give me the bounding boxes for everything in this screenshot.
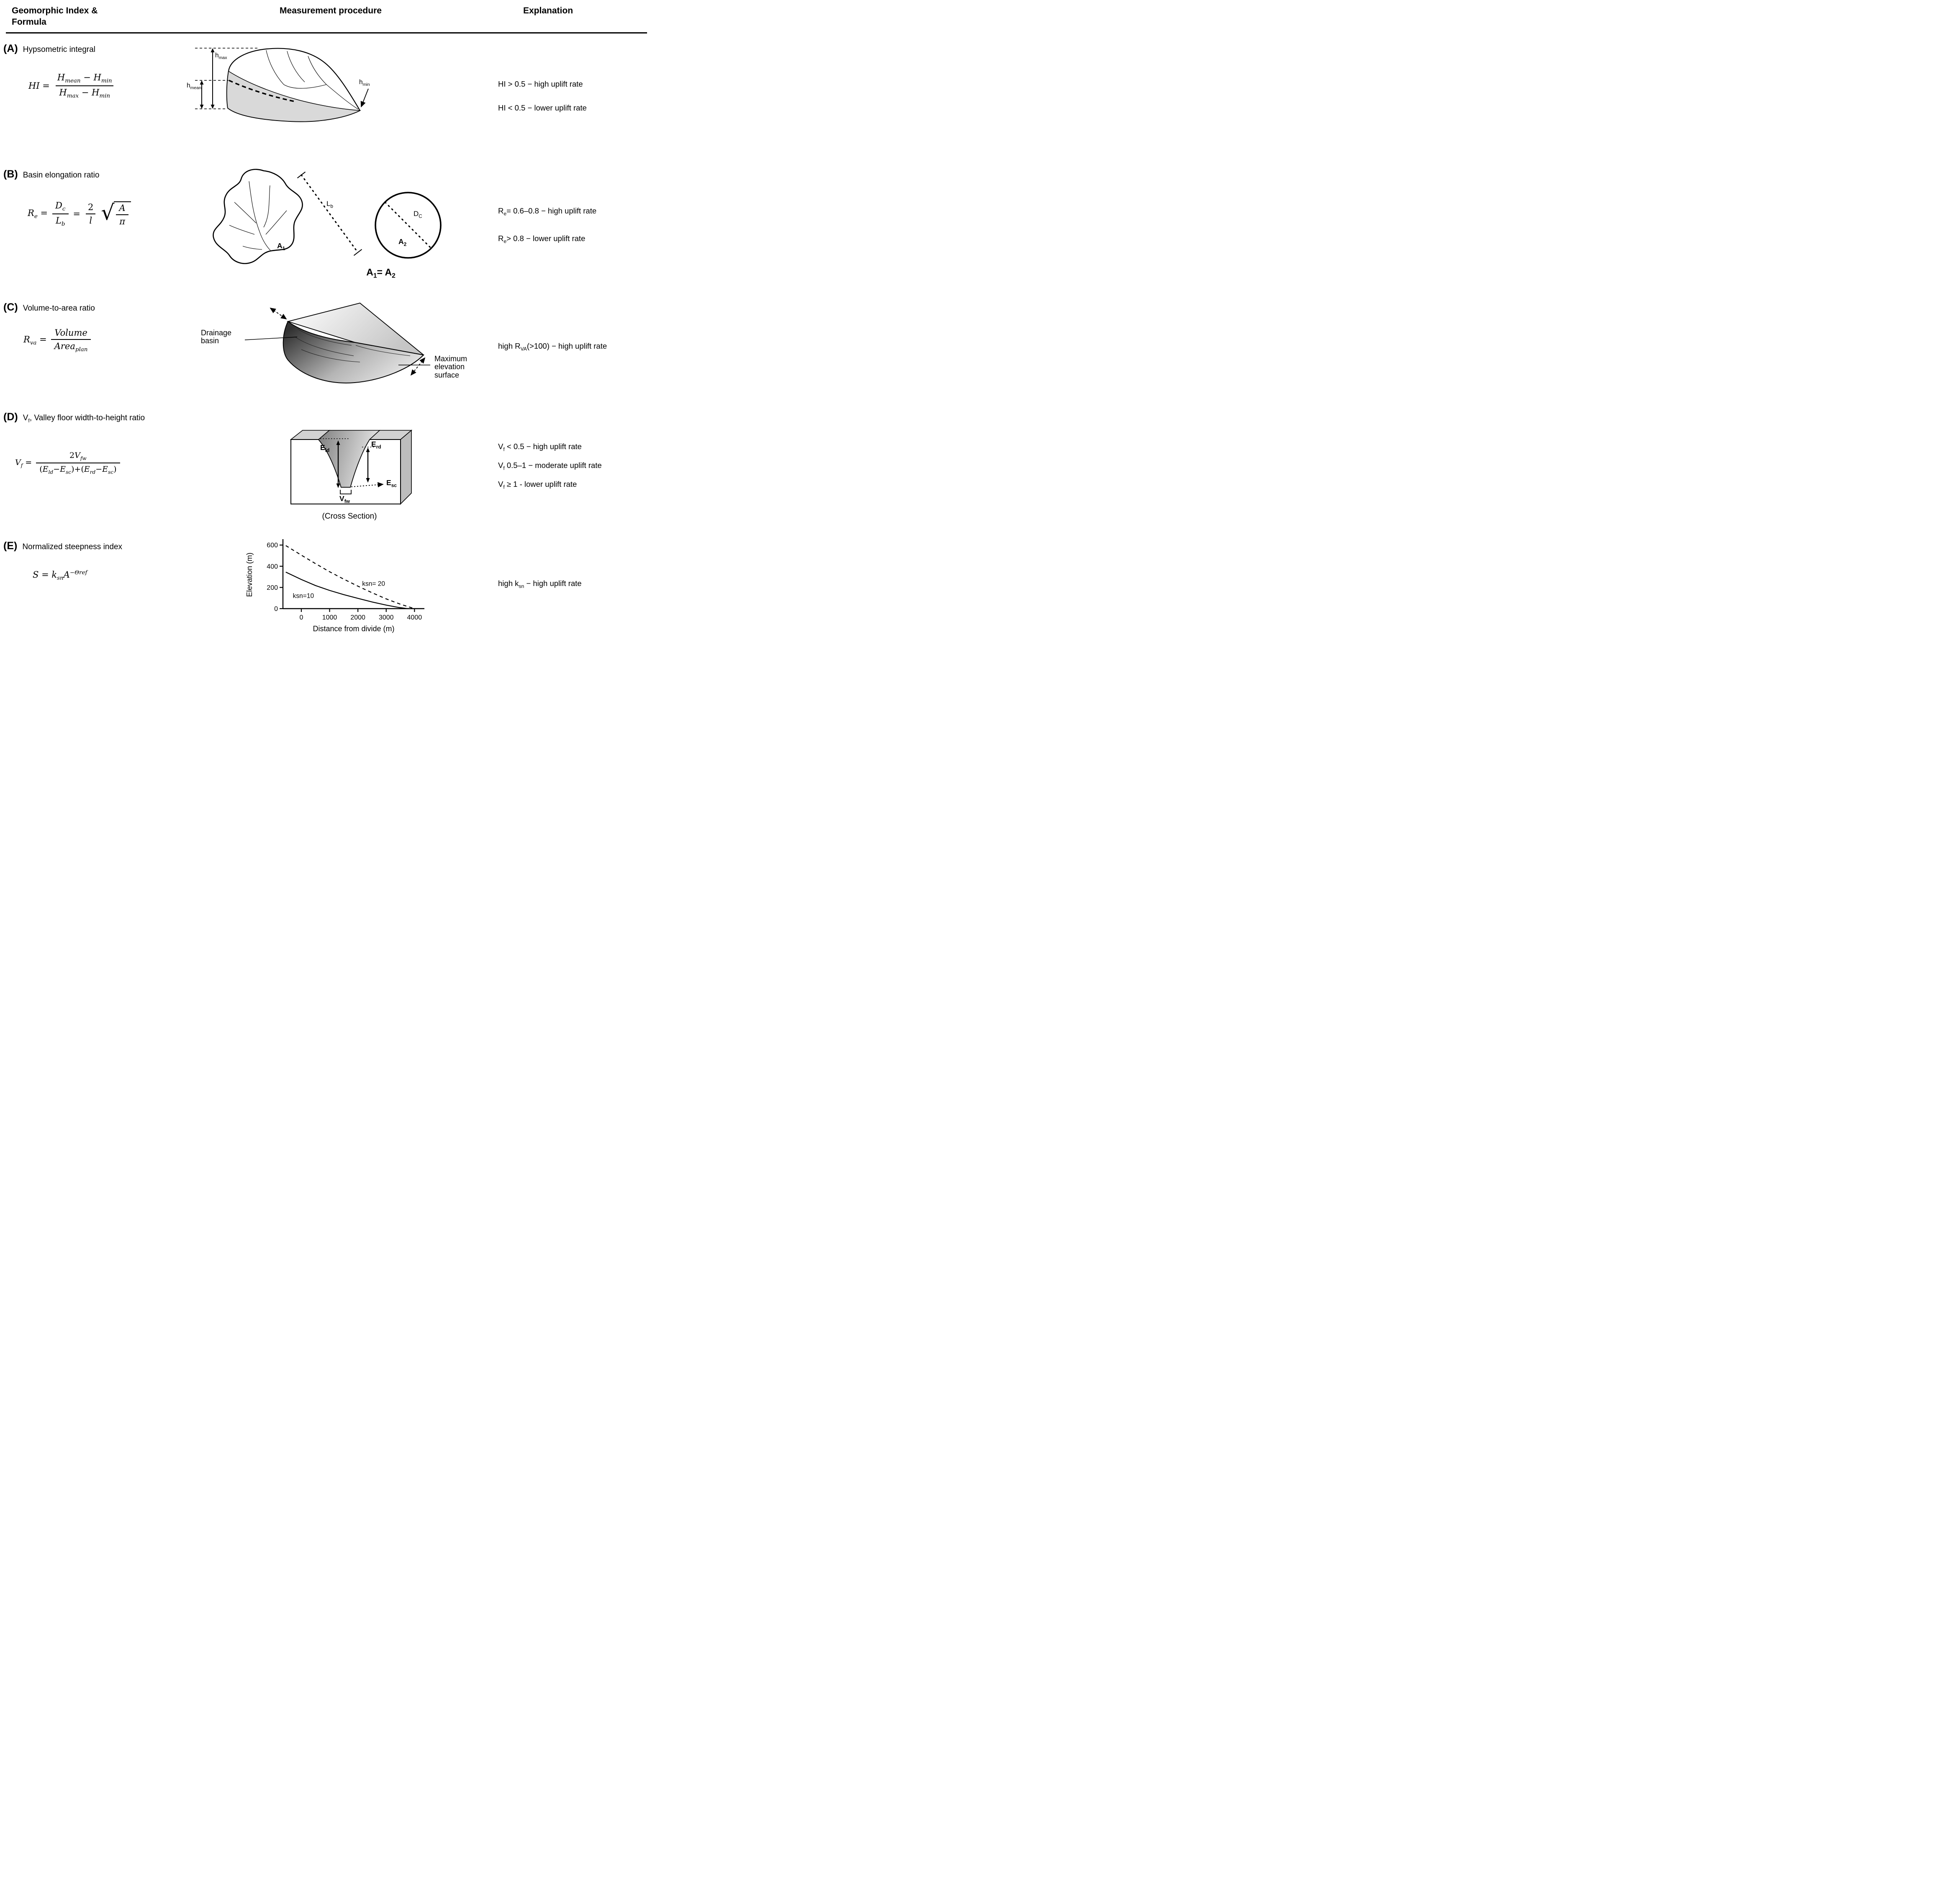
diagram-cell-c [163,292,498,402]
hypsometric-integral-formula: HI = $\frac{H_{mean} - H_{min}}{H_{max} - H_{min}}$ [28,72,163,99]
svg-text:0: 0 [299,614,303,621]
row-letter-e: (E) [3,540,18,552]
row-title-e: Normalized steepness index [22,542,123,551]
elongation-ratio-formula: $R_e$ = $\frac{D_c}{L_b}$ = $\frac{2}{l}$ √ $\frac{A}{\pi}$ [28,201,163,227]
diagram-cell-b [163,159,498,292]
steepness-chart [243,531,431,636]
valley-cross-section-diagram [262,402,437,509]
row-letter-a: (A) [3,42,18,54]
steepness-chart-svg [243,535,431,636]
volume-area-formula: $R_{va}$ = $\frac{\text{Volume}}{Area_{plan}}$ [23,328,163,353]
explanation-line: $V_f < 0.5$ − high uplift rate [498,442,582,452]
explanation-line: HI > 0.5 − high uplift rate [498,79,583,88]
vfw-label: $V_{fw}$ [339,494,350,504]
explanation-line: $V_f \ge 1$ - lower uplift rate [498,480,577,490]
diagram-cell-e [163,531,498,638]
index-formula-cell-c [0,292,163,402]
column-header-explanation: Explanation [523,6,573,15]
index-formula-cell-b [0,159,163,292]
svg-text:400: 400 [267,563,278,570]
explanation-cell-e [498,531,653,638]
wedge-surfaces-sketch [234,297,431,400]
row-title-a: Hypsometric integral [23,45,95,54]
row-letter-b: (B) [3,168,18,180]
lb-label: $L_b$ [326,199,333,209]
svg-text:600: 600 [267,542,278,549]
diagram-cell-a [163,33,498,159]
row-title-d: $V_f$, Valley floor width-to-height ratio [23,413,145,424]
geomorphic-indices-figure [0,0,653,648]
row-title-b: Basin elongation ratio [23,170,100,180]
erd-label: $E_{rd}$ [371,440,381,450]
svg-text:1000: 1000 [322,614,337,621]
row-letter-c: (C) [3,301,18,313]
svg-text:200: 200 [267,584,278,591]
explanation-line: $V_f$ 0.5–1 − moderate uplift rate [498,461,602,471]
explanation-cell-a [498,33,653,159]
explanation-cell-d [498,402,653,531]
equal-area-equation: $A_1= A_2$ [366,266,396,280]
diagram-cell-d [163,402,498,531]
hypsometry-diagram [163,33,385,142]
svg-text:3000: 3000 [378,614,394,621]
svg-text:2000: 2000 [350,614,365,621]
row-basin-elongation-ratio [0,159,653,292]
index-formula-cell-e [0,531,163,638]
basin-and-circle-sketch [180,162,469,285]
esc-label: $E_{sc}$ [386,478,397,488]
hmax-label: $h_{max}$ [215,51,227,60]
row-hypsometric-integral [0,33,653,159]
row-title-c: Volume-to-area ratio [23,303,95,313]
area2-label: $A_2$ [398,237,407,247]
explanation-line: $R_e> 0.8$ − lower uplift rate [498,234,586,244]
explanation-line: high $R_{VA}(>100)$ − high uplift rate [498,342,607,352]
explanation-line: high $k_{sn}$ − high uplift rate [498,578,582,589]
explanation-line: $R_e= 0.6-0.8$ − high uplift rate [498,206,597,217]
svg-text:Distance from divide (m): Distance from divide (m) [313,624,395,633]
svg-text:ksn=10: ksn=10 [293,592,314,600]
svg-text:Elevation (m): Elevation (m) [245,552,254,597]
max-elevation-surface-label: Maximum elevation surface [434,354,468,380]
hmean-label: $h_{mean}$ [187,82,201,90]
row-normalized-steepness-index [0,531,653,638]
volume-area-diagram [163,292,490,400]
explanation-cell-b [498,159,653,292]
radical-sign: √ [101,200,115,225]
area1-label: $A_1$ [277,241,285,252]
hmin-label: $h_{min}$ [359,78,370,87]
dc-label: $D_C$ [414,209,422,219]
column-header-index-formula: Geomorphic Index & Formula [12,6,98,27]
column-header-measurement-procedure: Measurement procedure [280,6,382,15]
row-letter-d: (D) [3,411,18,423]
basin-elongation-diagram [163,159,469,285]
explanation-line: HI < 0.5 − lower uplift rate [498,103,587,112]
cross-section-caption: (Cross Section) [322,512,377,521]
index-formula-cell-a [0,33,163,159]
index-formula-cell-d [0,402,163,531]
svg-text:0: 0 [274,605,278,613]
valley-floor-formula: $V_f$ = $\frac{2V_{fw}}{(E_{ld}-E_{sc})+(E_{rd}-E_{sc})}$ [15,451,163,475]
row-valley-floor-ratio [0,402,653,531]
svg-text:4000: 4000 [407,614,422,621]
svg-text:ksn= 20: ksn= 20 [362,580,385,588]
steepness-index-formula: $S = k_{sn}A^{-\Theta ref}$ [33,569,87,581]
explanation-cell-c [498,292,653,402]
row-volume-to-area-ratio [0,292,653,402]
table-header [0,2,653,28]
eld-label: $E_{ld}$ [320,443,330,453]
drainage-basin-label: Drainage basin [201,328,232,345]
